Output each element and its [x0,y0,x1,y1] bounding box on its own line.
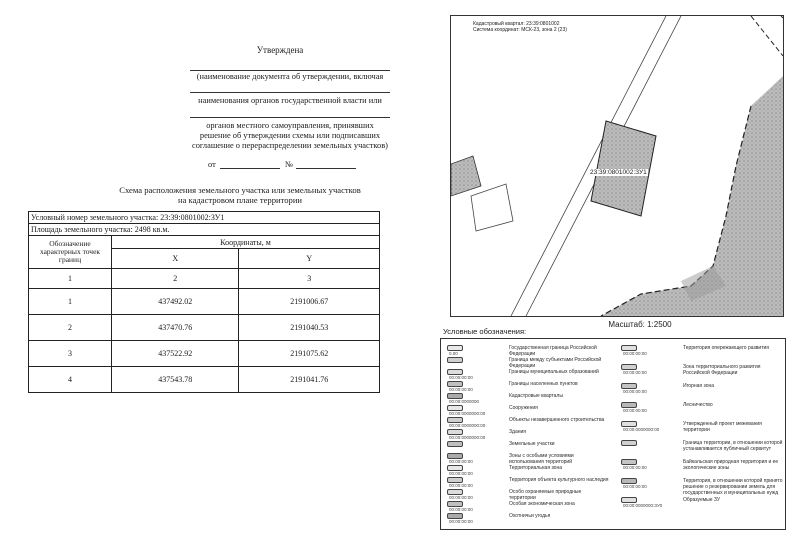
legend-code: 00:00:00:00 [449,471,473,476]
map-info [473,21,567,33]
legend-symbol [447,441,463,447]
y-cell: 2191006.67 [239,289,380,315]
map-drawing [451,16,783,316]
table-row [29,212,380,224]
table-row [29,315,380,341]
quarter-boundary [751,16,783,56]
scheme-title: Схема расположения земельного участка или земельных участков [119,185,361,195]
table-row [29,224,380,236]
legend-code: 00:00:00:00 [623,370,647,375]
neighbor-parcel [451,156,481,196]
legend-code: 00:00:0000000:00 [623,427,660,432]
legend [440,327,786,530]
y-header: Y [239,249,380,269]
x-cell: 437492.02 [112,289,239,315]
legend-label: Объекты незавершенного строительства [509,417,605,423]
table-row [29,367,380,393]
legend-label: Территория, в отношении которой принято решение о резервировании земель для государственных и муниципальных нужд [683,478,783,496]
point-cell: 1 [29,289,112,315]
approval-note-2: наименования органов государственной власти или [198,96,382,105]
scheme-subtitle: на кадастровом плане территории [177,195,303,205]
coord-system: Система координат: МСК-23, зона 2 (23) [473,27,567,33]
legend-label: Утвержденный проект межевания территории [683,421,762,433]
map-scale: Масштаб: 1:2500 [608,320,672,329]
legend-code: 00:00:00:00 [623,351,647,356]
legend-label: Байкальская природная территория и ее экологические зоны [683,459,779,471]
legend-label: Зона территориального развития Российской Федерации [683,364,761,376]
point-cell: 2 [29,315,112,341]
legend-label: Границы населенных пунктов [509,381,578,387]
index-cell: 1 [29,269,112,289]
legend-symbol [621,440,637,446]
parcel-number: Условный номер земельного участка: 23:39:0801002:ЗУ1 [29,212,380,224]
legend-code: 00:00:0000000:ЗУ0 [623,503,663,508]
approval-note-4: решение об утверждении схемы или подписавших [199,131,381,140]
legend-code: 00:00:00:00 [449,483,473,488]
legend-label: Зоны с особыми условиями использования территорий [509,453,574,465]
approval-note-3: органов местного самоуправления, принявших [206,121,374,130]
points-header: Обозначение характерных точек границ [29,236,112,269]
scheme-page-right [430,0,800,548]
point-cell: 4 [29,367,112,393]
blank-line [190,92,390,93]
y-cell: 2191040.53 [239,315,380,341]
point-cell: 3 [29,341,112,367]
neighbor-parcel [471,184,513,231]
legend-label: Земельные участки [509,441,555,447]
date-line [220,168,280,169]
legend-code: 00:00:00:00 [449,519,473,524]
legend-label: Кадастровые кварталы [509,393,563,399]
legend-title: Условные обозначения: [443,327,527,336]
legend-code: 00:00:0000000 [449,399,480,404]
legend-code: 0.00 [449,351,458,356]
index-cell: 3 [239,269,380,289]
parcel-label: 23:39:0801002:ЗУ1 [590,169,647,176]
legend-code: 00:00:00:00 [449,387,473,392]
approval-note-1: (наименование документа об утверждении, включая [196,72,384,81]
number-line [296,168,356,169]
legend-label: Территория объекта культурного наследия [509,477,609,483]
legend-code: 00:00:00:00 [449,507,473,512]
legend-label: Границы муниципальных образований [509,369,599,375]
legend-code: 00:00:00:00 [623,408,647,413]
legend-code: 00:00:00:00 [449,375,473,380]
index-cell: 2 [112,269,239,289]
legend-code: 00:00:00:00 [623,389,647,394]
x-cell: 437522.92 [112,341,239,367]
parcel-area: Площадь земельного участка: 2498 кв.м. [29,224,380,236]
blank-line [190,70,390,71]
y-cell: 2191075.62 [239,341,380,367]
cadastral-map [450,15,784,317]
legend-label: Лесничество [683,402,713,408]
approved-heading: Утверждена [256,45,304,55]
table-row [29,341,380,367]
coordinates-table [28,211,380,393]
legend-label: Граница между субъектами Российской Федерации [509,357,602,369]
date-label: от [208,160,216,169]
table-row [29,289,380,315]
approval-note-5: соглашение о перераспределении земельных участков) [192,141,388,150]
y-cell: 2191041.76 [239,367,380,393]
legend-label: Образуемые ЗУ [683,497,721,503]
x-cell: 437543.78 [112,367,239,393]
legend-label: Территория опережающего развития [683,345,770,351]
legend-label: Территориальная зона [509,465,562,471]
legend-code: 00:00:00:00 [449,459,473,464]
x-header: X [112,249,239,269]
blank-line [190,117,390,118]
legend-label: Сооружения [509,405,538,411]
legend-code: 00:00:00:00 [449,495,473,500]
cadastral-quarter: Кадастровый квартал: 23:39:0801002 [473,21,560,27]
legend-label: Государственная граница Российской Федерации [509,345,597,357]
legend-label: Охотничьи угодья [509,513,551,519]
legend-label: Игорная зона [683,383,715,389]
legend-code: 00:00:0000000:00 [449,411,486,416]
legend-label: Особо охраняемые природные территории [509,489,582,501]
table-index-row [29,269,380,289]
legend-symbol [447,357,463,363]
table-header-row [29,236,380,249]
legend-label: Граница территории, в отношении которой устанавливается публичный сервитут [683,440,783,452]
x-cell: 437470.76 [112,315,239,341]
legend-label: Особая экономическая зона [509,501,575,507]
legend-label: Здания [509,429,526,435]
legend-code: 00:00:0000000:00 [449,423,486,428]
number-label: № [285,160,293,169]
coords-header: Координаты, м [112,236,380,249]
legend-code: 00:00:00:00 [623,465,647,470]
legend-code: 00:00:00:00 [623,484,647,489]
legend-code: 00:00:0000000:00 [449,435,486,440]
quarter-boundary [781,16,783,18]
